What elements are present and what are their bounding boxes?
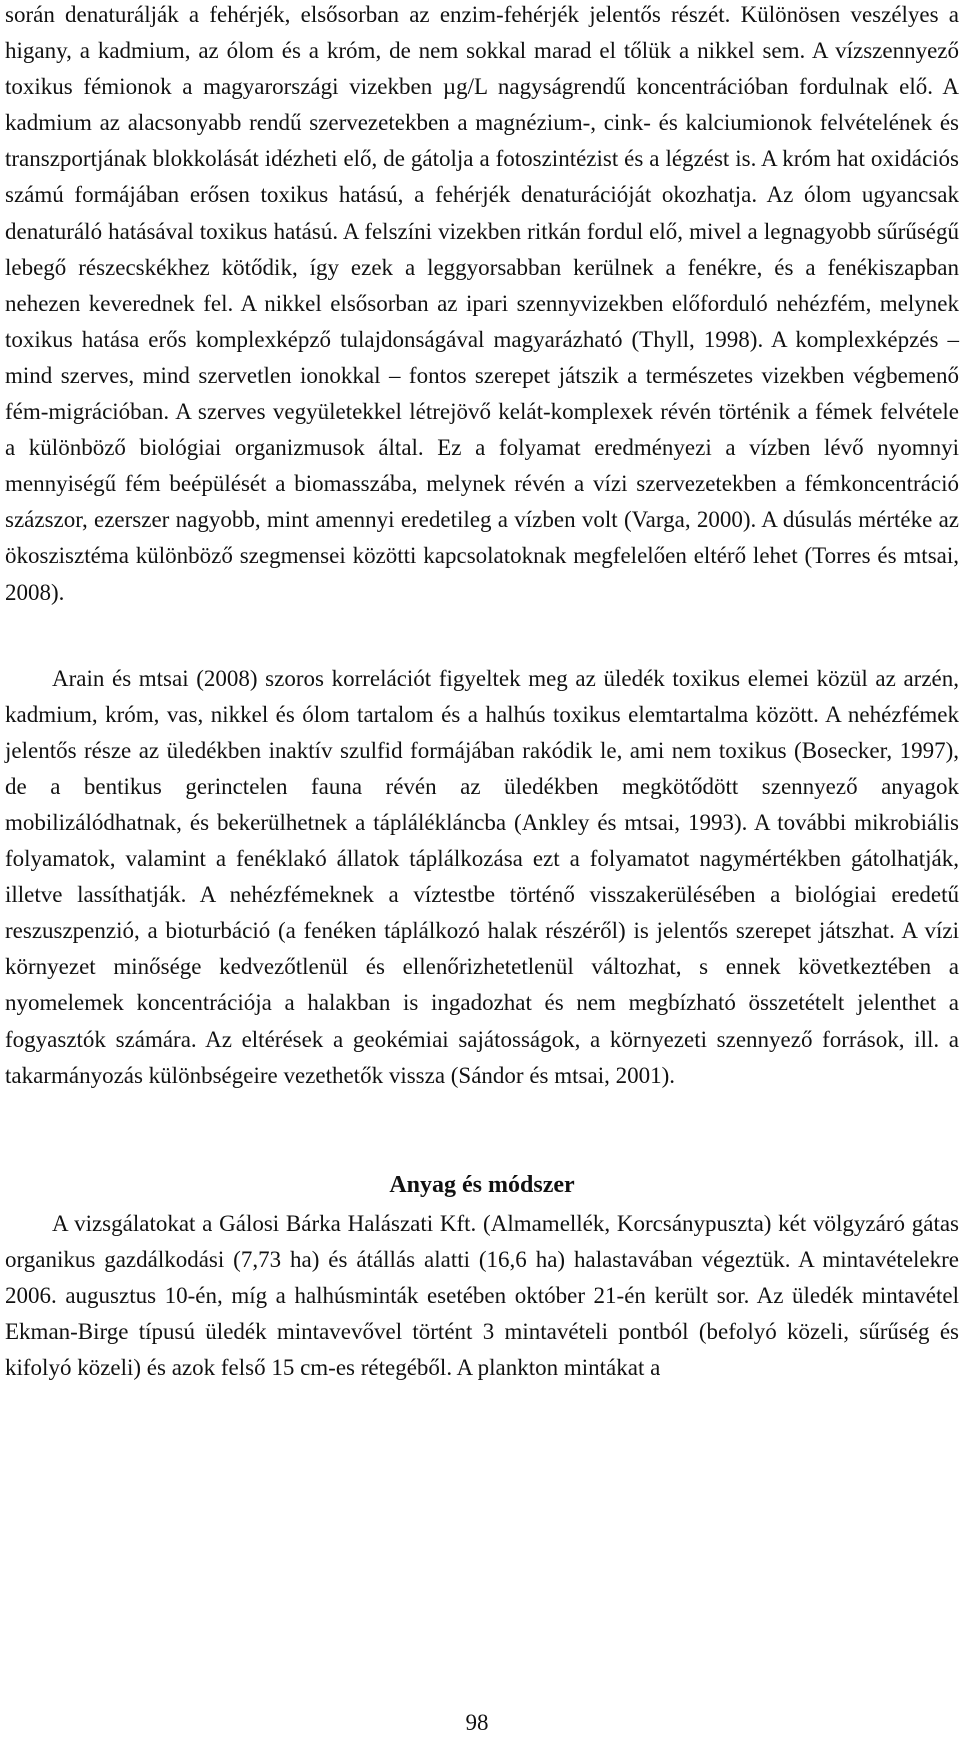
section-heading: Anyag és módszer (389, 1171, 575, 1198)
page-number: 98 (465, 1710, 489, 1735)
document-page (5, 0, 959, 1386)
paragraph-sediment-correlation: Arain és mtsai (2008) szoros korrelációt figyeltek meg az üledék toxikus elemei közül az arzén, kadmium, króm, vas, nikkel és ólom tartalom és a halhús toxikus elemtartalma között. A nehézfémek jelentős része az üledékben inaktív szulfid formájában rakódik le, ami nem toxikus (Bosecker, 1997), de a bentikus gerinctelen fauna révén az üledékben megkötődött szennyező anyagok mobilizálódhatnak, és bekerülhetnek a táplálékláncba (Ankley és mtsai, 1993). A további mikrobiális folyamatok, valamint a fenéklakó állatok táplálkozása ezt a folyamatot nagymértékben gátolhatják, illetve lassíthatják. A nehézfémeknek a víztestbe történő visszakerülésében a biológiai eredetű reszuszpenzió, a bioturbáció (a fenéken táplálkozó halak részéről) is jelentős szerepet játszhat. A vízi környezet minősége kedvezőtlenül és ellenőrizhetetlenül változhat, s ennek következtében a nyomelemek koncentrációja a halakban is ingadozhat és nem megbízható összetételt jelenthet a fogyasztók számára. Az eltérések a geokémiai sajátosságok, a környezeti szennyező források, ill. a takarmányozás különbségeire vezethetők vissza (Sándor és mtsai, 2001). (5, 665, 959, 1088)
paragraph-heavy-metals: során denaturálják a fehérjék, elsősorban az enzim-fehérjék jelentős részét. Különösen veszélyes a higany, a kadmium, az ólom és a króm, de nem sokkal marad el tőlük a nikkel sem. A vízszennyező toxikus fémionok a magyarországi vizekben µg/L nagyságrendű koncentrációban fordulnak elő. A kadmium az alacsonyabb rendű szervezetekben a magnézium-, cink- és kalciumionok felvételének és transzportjának blokkolását idézheti elő, de gátolja a fotoszintézist és a légzést is. A króm hat oxidációs számú formájában erősen toxikus hatású, a fehérjék denaturációját okozhatja. Az ólom ugyancsak denaturáló hatásával toxikus hatású. A felszíni vizekben ritkán fordul elő, mivel a legnagyobb sűrűségű lebegő részecskékhez kötődik, így ezek a leggyorsabban kerülnek a fenékre, és a fenékiszapban nehezen keverednek fel. A nikkel elsősorban az ipari szennyvizekben előforduló nehézfém, melynek toxikus hatása erős komplexképző tulajdonságával magyarázható (Thyll, 1998). A komplexképzés – mind szerves, mind szervetlen ionokkal – fontos szerepet játszik a természetes vizekben végbemenő fém-migrációban. A szerves vegyületekkel létrejövő kelát-komplexek révén történik a fémek felvétele a különböző biológiai organizmusok által. Ez a folyamat eredményezi a vízben lévő nyomnyi mennyiségű fém beépülését a biomasszába, melynek révén a vízi szervezetekben a fémkoncentráció százszor, ezerszer nagyobb, mint amennyi eredetileg a vízben volt (Varga, 2000). A dúsulás mértéke az ökoszisztéma különböző szegmensei közötti kapcsolatoknak megfelelően eltérő lehet (Torres és mtsai, 2008). (5, 2, 959, 605)
paragraph-methods: A vizsgálatokat a Gálosi Bárka Halászati Kft. (Almamellék, Korcsánypuszta) két völgyzáró gátas organikus gazdálkodási (7,73 ha) és átállás alatti (16,6 ha) halastavában végeztük. A mintavételekre 2006. augusztus 10-én, míg a halhúsminták esetében október 21-én került sor. Az üledék mintavétel Ekman-Birge típusú üledék mintavevővel történt 3 mintavételi pontból (befolyó közeli, sűrűség és kifolyó közeli) és azok felső 15 cm-es rétegéből. A plankton mintákat a (5, 1210, 959, 1381)
